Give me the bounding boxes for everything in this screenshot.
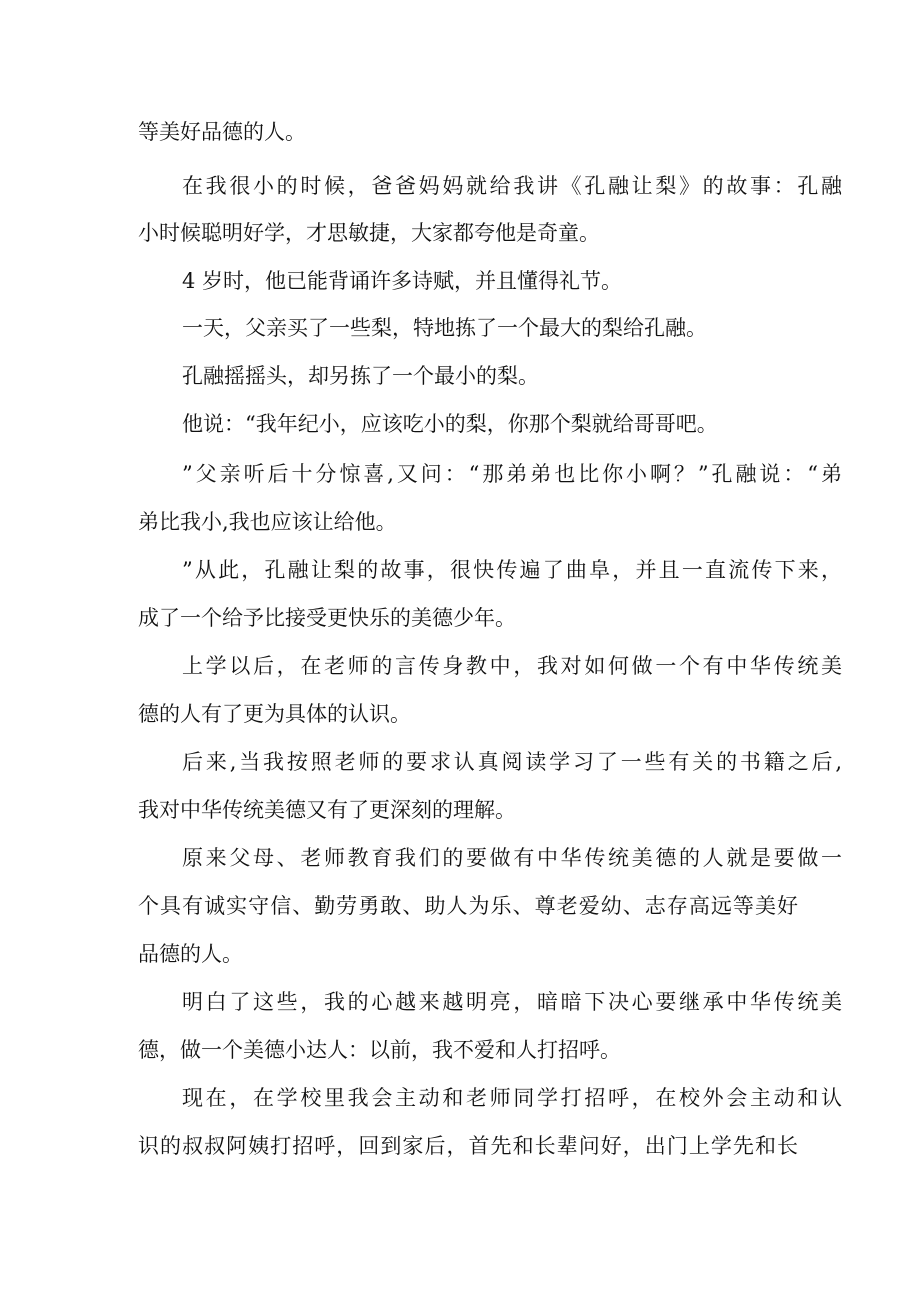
text-line: 等美好品德的人。 xyxy=(138,120,306,144)
text-line: 小时候聪明好学，才思敏捷，大家都夸他是奇童。 xyxy=(138,221,600,245)
paragraph-start: 原来父母、老师教育我们的要做有中华传统美德的人就是要做一 xyxy=(182,846,842,870)
paragraph-start: 上学以后，在老师的言传身教中，我对如何做一个有中华传统美 xyxy=(182,654,842,678)
paragraph-start: 他说：“我年纪小，应该吃小的梨，你那个梨就给哥哥吧。 xyxy=(182,412,718,436)
paragraph-start: 在我很小的时候，爸爸妈妈就给我讲《孔融让梨》的故事：孔融 xyxy=(182,174,842,198)
paragraph-start: ”从此，孔融让梨的故事，很快传遍了曲阜，并且一直流传下来， xyxy=(182,558,842,582)
paragraph-start: 后来,当我按照老师的要求认真阅读学习了一些有关的书籍之后, xyxy=(182,750,842,774)
text-line: 德的人有了更为具体的认识。 xyxy=(138,702,411,726)
text-line: 识的叔叔阿姨打招呼，回到家后，首先和长辈问好，出门上学先和长 xyxy=(138,1134,798,1158)
paragraph-start: ”父亲听后十分惊喜,又问：“那弟弟也比你小啊？”孔融说：“弟 xyxy=(182,462,842,486)
paragraph-start: 明白了这些，我的心越来越明亮，暗暗下决心要继承中华传统美 xyxy=(182,990,842,1014)
paragraph-start: 现在，在学校里我会主动和老师同学打招呼，在校外会主动和认 xyxy=(182,1086,842,1110)
text-line: 弟比我小,我也应该让给他。 xyxy=(138,510,397,534)
paragraph-start: 孔融摇摇头，却另拣了一个最小的梨。 xyxy=(182,364,539,388)
text-line: 个具有诚实守信、勤劳勇敢、助人为乐、尊老爱幼、志存高远等美好 xyxy=(138,894,798,918)
text-line: 成了一个给予比接受更快乐的美德少年。 xyxy=(138,606,516,630)
text-line: 我对中华传统美德又有了更深刻的理解。 xyxy=(138,798,516,822)
paragraph-start: 一天，父亲买了一些梨，特地拣了一个最大的梨给孔融。 xyxy=(182,316,707,340)
text-line: 德，做一个美德小达人：以前，我不爱和人打招呼。 xyxy=(138,1038,621,1062)
paragraph-start: 4 岁时，他已能背诵许多诗赋，并且懂得礼节。 xyxy=(182,269,623,293)
text-line: 品德的人。 xyxy=(138,942,243,966)
